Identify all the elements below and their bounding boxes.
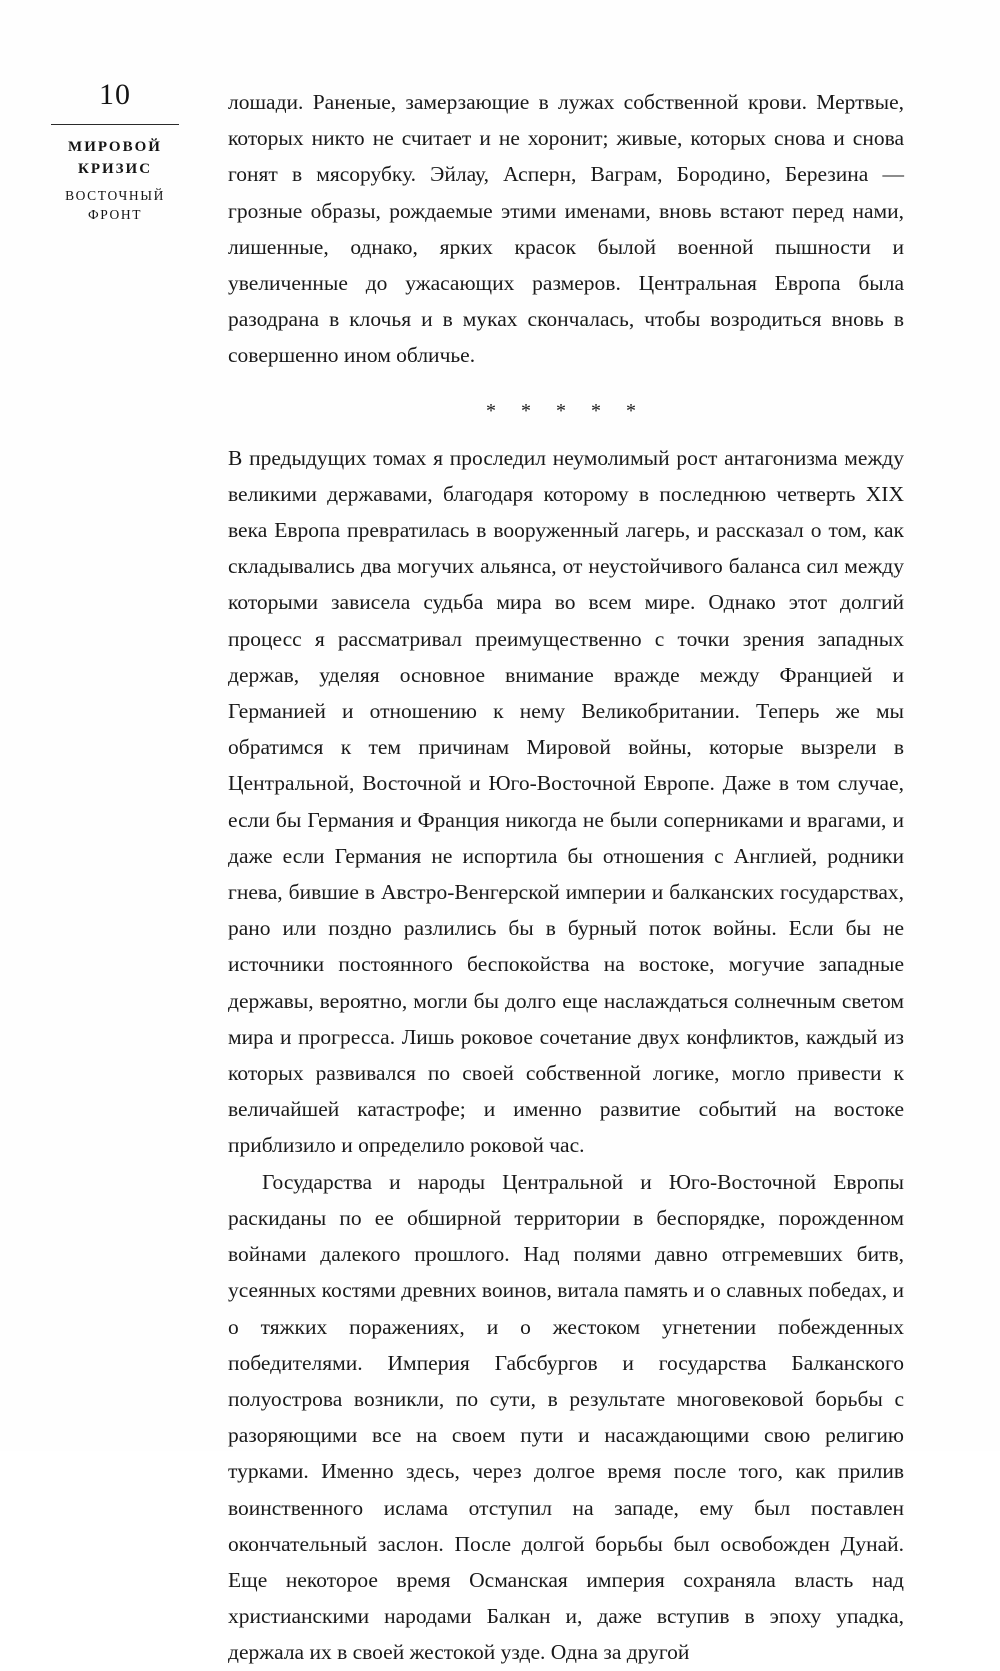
body-paragraph: лошади. Раненые, замерзающие в лужах собственной крови. Мертвые, которых никто не считает и не хоронит; живые, которых снова и снова гонят в мясорубку. Эйлау, Асперн, Ваграм, Бородино, Березина — грозные образы, рождаемые этими именами, вновь встают перед нами, лишенные, однако, ярких красок былой военной пышности и увеличенные до ужасающих размеров. Центральная Европа была разодрана в клочья и в муках скончалась, чтобы возродиться вновь в совершенно ином обличье. <box>228 90 904 368</box>
running-head-subtitle <box>40 186 190 225</box>
section-divider: * * * * * <box>486 399 646 422</box>
header-divider-rule <box>51 124 179 125</box>
body-text-column <box>228 84 904 1671</box>
page-number: 10 <box>99 78 131 111</box>
running-head-title <box>40 137 190 181</box>
running-head-title-line1: МИРОВОЙ <box>68 139 162 155</box>
running-head-title-line2: КРИЗИС <box>77 160 153 177</box>
body-paragraph: В предыдущих томах я проследил неумолимый рост антагонизма между великими державами, благодаря которому в последнюю четверть XIX века Европа превратилась в вооруженный лагерь, и рассказал о том, как складывались два могучих альянса, от неустойчивого баланса сил между которыми зависела судьба мира во всем мире. Однако этот долгий процесс я рассматривал преимущественно с точки зрения западных держав, уделяя основное внимание вражде между Францией и Германией и отношению к нему Великобритании. Теперь же мы обратимся к тем причинам Мировой войны, которые вызрели в Центральной, Восточной и Юго-Восточной Европе. Даже в том случае, если бы Германия и Франция никогда не были соперниками и врагами, и даже если Германия не испортила бы отношения с Англией, родники гнева, бившие в Австро-Венгерской империи и балканских государствах, рано или поздно разлились бы в бурный поток войны. Если бы не источники постоянного беспокойства на востоке, могучие западные державы, вероятно, могли бы долго еще наслаждаться солнечным светом мира и прогресса. Лишь роковое сочетание двух конфликтов, каждый из которых развивался по своей собственной логике, могло привести к величайшей катастрофе; и именно развитие событий на востоке приблизило и определило роковой час. <box>228 445 904 1158</box>
running-head-subtitle-line1: ВОСТОЧНЫЙ <box>65 187 165 203</box>
running-head-block <box>40 80 190 225</box>
body-paragraph: Государства и народы Центральной и Юго-Восточной Европы раскиданы по ее обширной территории в беспорядке, порожденном войнами далекого прошлого. Над полями давно отгремевших битв, усеянных костями древних воинов, витала память и о славных победах, и о тяжких поражениях, и о жестоком угнетении побежденных победителями. Империя Габсбургов и государства Балканского полуострова возникли, по сути, в результате многовековой борьбы с разоряющими все на своем пути и насаждающими свою религию турками. Именно здесь, через долгое время после того, как прилив воинственного ислама отступил на западе, ему был поставлен окончательный заслон. После долгой борьбы был освобожден Дунай. Еще некоторое время Османская империя сохраняла власть над христианскими народами Балкан и, даже вступив в эпоху упадка, держала их в своей жестокой узде. Одна за другой <box>228 1169 904 1665</box>
running-head-subtitle-line2: ФРОНТ <box>87 207 143 223</box>
